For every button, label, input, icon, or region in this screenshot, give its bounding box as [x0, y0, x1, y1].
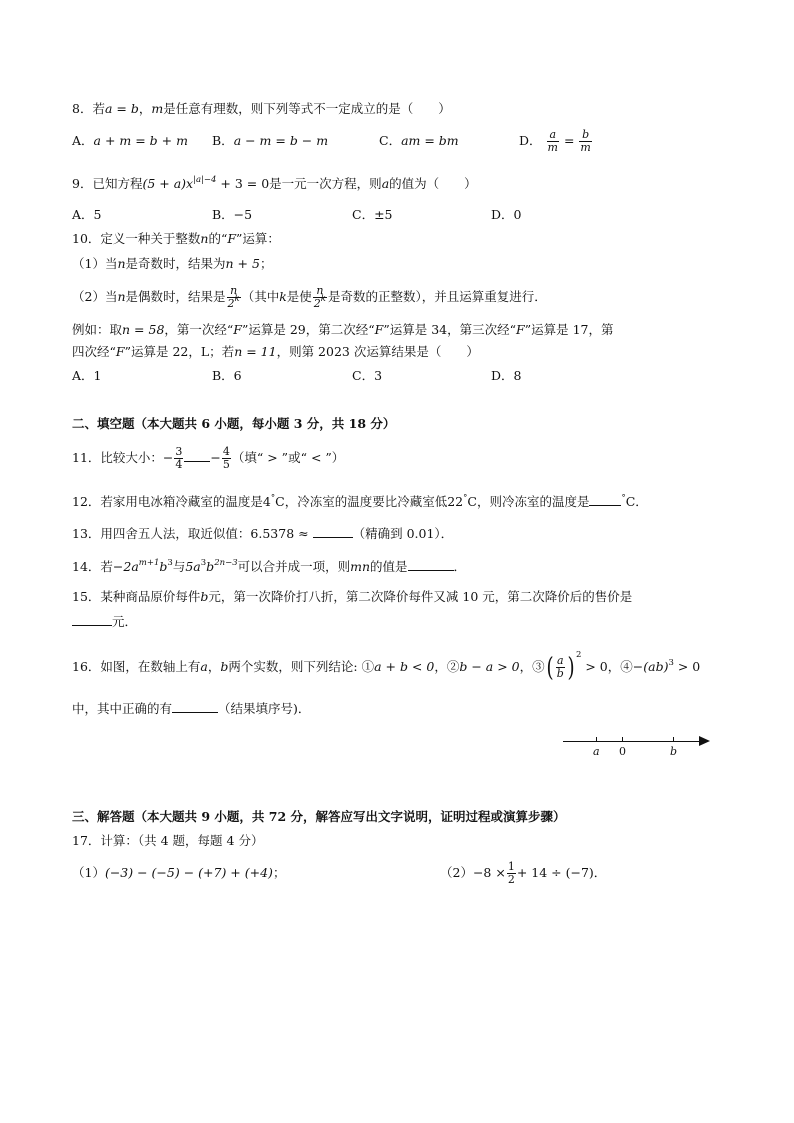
q16-answer-blank[interactable]	[172, 699, 218, 713]
q11-answer-blank[interactable]	[184, 448, 210, 462]
number-line-label-a: a	[593, 745, 600, 758]
q16-stem: 16．如图，在数轴上有a，b两个实数，则下列结论: ①a + b < 0，②b − a > 0，③( $\frac{a}{b}$ ) $^2$ > 0，④−(ab)$^3$ > 0	[72, 650, 701, 683]
q11-stem: 11．比较大小：− $\frac{3}{4}$ − $\frac{4}{5}$ （填“ > ”或“ < ”）	[72, 445, 345, 471]
section-3-title: 三、解答题（本大题共 9 小题，共 72 分，解答应写出文字说明，证明过程或演算步骤）	[72, 809, 566, 824]
q9-option-b: B．−5	[212, 207, 253, 222]
arrow-right-icon	[699, 736, 710, 746]
q12-answer-blank[interactable]	[589, 492, 621, 506]
q10-line1: 10．定义一种关于整数n的“F”运算：	[72, 231, 280, 246]
q15-line2: 元．	[72, 612, 137, 631]
q9-option-d: D．0	[491, 207, 522, 222]
q10-option-d: D．8	[491, 368, 522, 383]
q8-option-d: D． $\frac{a}{m}$ = $\frac{b}{m}$	[519, 128, 591, 154]
q10-option-a: A．1	[72, 368, 102, 383]
q13-answer-blank[interactable]	[313, 524, 353, 538]
q15-line1: 15．某种商品原价每件b元，第一次降价打八折，第二次降价每件又减 10 元，第二次降价后的售价是	[72, 589, 633, 604]
q10-option-c: C．3	[352, 368, 383, 383]
number-line-axis	[563, 741, 703, 742]
q17-part-2: （2）−8 × $\frac{1}{2}$ + 14 ÷ (−7)．	[440, 860, 607, 886]
q14-answer-blank[interactable]	[408, 557, 454, 571]
number-line-tick-zero	[622, 737, 623, 742]
number-line-tick-a	[596, 737, 597, 742]
q8-option-c: C．am = bm	[379, 133, 459, 148]
q16-line2: 中，其中正确的有 （结果填序号)．	[72, 701, 311, 716]
q13-stem: 13．用四舍五人法，取近似值：6.5378 ≈ （精确到 0.01）．	[72, 526, 454, 541]
q8-option-a: A．a + m = b + m	[72, 133, 188, 148]
q17-part-1: （1）(−3) − (−5) − (+7) + (+4)；	[72, 865, 286, 880]
q10-line4: 例如：取n = 58，第一次经“F”运算是 29，第二次经“F”运算是 34，第三次经“F”运算是 17，第	[72, 322, 614, 337]
q17-stem: 17．计算：（共 4 题，每题 4 分）	[72, 833, 264, 848]
section-2-title: 二、填空题（本大题共 6 小题，每小题 3 分，共 18 分）	[72, 416, 396, 431]
q12-stem: 12．若家用电冰箱冷藏室的温度是4°C，冷冻室的温度要比冷藏室低22°C，则冷冻室的温度是 °C．	[72, 493, 648, 509]
q10-line2: （1）当n是奇数时，结果为n + 5；	[72, 256, 273, 271]
number-line-figure	[563, 733, 713, 763]
q10-line3: （2）当n是偶数时，结果是 $\frac{n}{2^k}$ （其中k是使 $\frac{n}{2^k}$ 是奇数的正整数），并且运算重复进行．	[72, 283, 547, 310]
q15-answer-blank[interactable]	[72, 612, 112, 626]
q8-option-b: B．a − m = b − m	[212, 133, 329, 148]
q10-line5: 四次经“F”运算是 22，L；若n = 11，则第 2023 次运算结果是（ ）	[72, 344, 479, 359]
q14-stem: 14．若$-2a^{m+1}b^3$与$5a^3b^{2n-3}$可以合并成一项，则mn的值是 ．	[72, 558, 467, 574]
q9-stem: 9．已知方程$(5 + a)x^{|a|-4} + 3 = 0$是一元一次方程，则a的值为（ ）	[72, 175, 477, 191]
number-line-label-b: b	[670, 745, 678, 758]
q9-option-a: A．5	[72, 207, 102, 222]
q8-stem: 8．若a = b，m是任意有理数，则下列等式不一定成立的是（ ）	[72, 101, 451, 116]
number-line-tick-b	[673, 737, 674, 742]
q9-option-c: C．±5	[352, 207, 393, 222]
number-line-label-zero: 0	[619, 745, 626, 758]
q10-option-b: B．6	[212, 368, 242, 383]
